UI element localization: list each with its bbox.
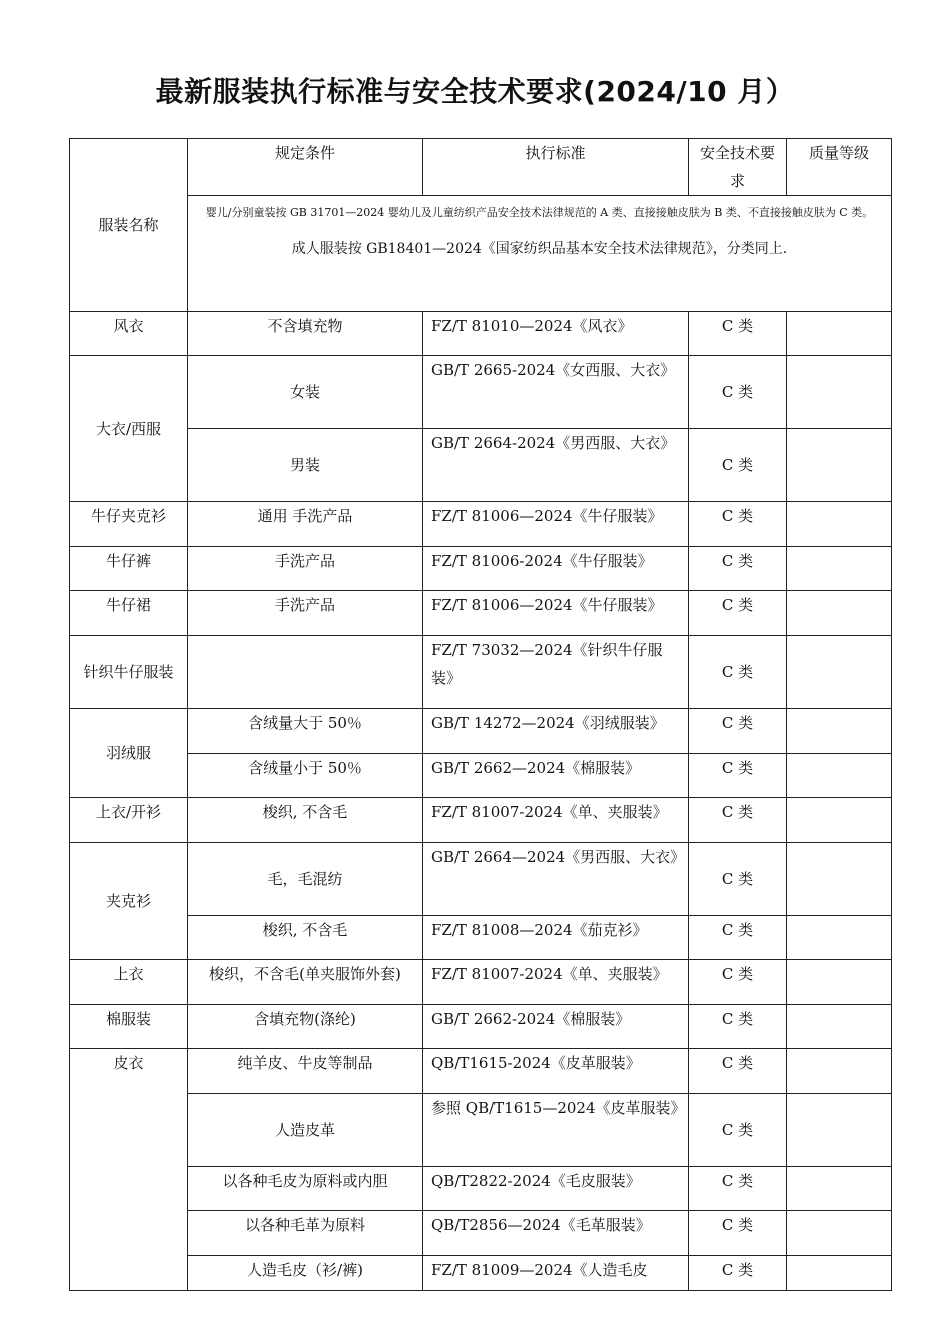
garment-name: 羽绒服 (70, 709, 188, 798)
table-row (70, 636, 892, 709)
grade-cell (787, 916, 892, 960)
grade-cell (787, 1256, 892, 1291)
garment-name: 夹克衫 (70, 843, 188, 960)
safety-cell: C 类 (689, 636, 787, 709)
safety-cell: C 类 (689, 312, 787, 356)
safety-cell: C 类 (689, 709, 787, 754)
standard-cell: GB/T 2665-2024《女西服、大衣》 (423, 356, 689, 429)
standard-cell: GB/T 2662—2024《棉服装》 (423, 754, 689, 798)
header-note-row (70, 196, 892, 312)
garment-name: 皮衣 (70, 1049, 188, 1291)
table-row (70, 502, 892, 547)
condition-cell: 梭织，不含毛(单夹服饰外套) (188, 960, 423, 1005)
condition-cell: 梭织, 不含毛 (188, 916, 423, 960)
safety-cell: C 类 (689, 1167, 787, 1211)
grade-cell (787, 429, 892, 502)
table-row (70, 1256, 892, 1291)
grade-cell (787, 1005, 892, 1049)
safety-cell: C 类 (689, 843, 787, 916)
standard-cell: FZ/T 81010—2024《风衣》 (423, 312, 689, 356)
table-row (70, 709, 892, 754)
condition-cell: 手洗产品 (188, 591, 423, 636)
table-row (70, 591, 892, 636)
page-title: 最新服装执行标准与安全技术要求(2024/10 月） (155, 75, 795, 108)
condition-cell: 纯羊皮、牛皮等制品 (188, 1049, 423, 1094)
table-row (70, 1005, 892, 1049)
safety-cell: C 类 (689, 798, 787, 843)
table-row (70, 312, 892, 356)
table-row (70, 1167, 892, 1211)
header-safety: 安全技术要求 (689, 139, 787, 196)
safety-cell: C 类 (689, 754, 787, 798)
safety-cell: C 类 (689, 1049, 787, 1094)
header-row (70, 139, 892, 196)
safety-cell: C 类 (689, 1211, 787, 1256)
condition-cell: 以各种毛革为原料 (188, 1211, 423, 1256)
header-name: 服装名称 (70, 139, 188, 312)
standard-cell: 参照 QB/T1615—2024《皮革服装》 (423, 1094, 689, 1167)
grade-cell (787, 960, 892, 1005)
grade-cell (787, 547, 892, 591)
grade-cell (787, 1094, 892, 1167)
table-row (70, 1211, 892, 1256)
safety-cell: C 类 (689, 960, 787, 1005)
table-row (70, 754, 892, 798)
condition-cell: 女装 (188, 356, 423, 429)
grade-cell (787, 1211, 892, 1256)
garment-name: 上衣 (70, 960, 188, 1005)
safety-cell: C 类 (689, 502, 787, 547)
condition-cell: 梭织, 不含毛 (188, 798, 423, 843)
condition-cell: 人造毛皮（衫/裤) (188, 1256, 423, 1291)
safety-cell: C 类 (689, 429, 787, 502)
standard-cell: GB/T 2664-2024《男西服、大衣》 (423, 429, 689, 502)
table-row (70, 798, 892, 843)
standard-cell: QB/T2822-2024《毛皮服装》 (423, 1167, 689, 1211)
condition-cell: 毛，毛混纺 (188, 843, 423, 916)
header-grade: 质量等级 (787, 139, 892, 196)
condition-cell: 手洗产品 (188, 547, 423, 591)
table-row (70, 843, 892, 916)
table-row (70, 916, 892, 960)
standard-cell: QB/T2856—2024《毛革服装》 (423, 1211, 689, 1256)
grade-cell (787, 591, 892, 636)
grade-cell (787, 798, 892, 843)
safety-cell: C 类 (689, 916, 787, 960)
header-note-cell (188, 196, 892, 312)
table-row (70, 960, 892, 1005)
standard-cell: QB/T1615-2024《皮革服装》 (423, 1049, 689, 1094)
condition-cell: 人造皮革 (188, 1094, 423, 1167)
safety-cell: C 类 (689, 356, 787, 429)
table-row (70, 429, 892, 502)
garment-name: 大衣/西服 (70, 356, 188, 502)
grade-cell (787, 709, 892, 754)
garment-name: 风衣 (70, 312, 188, 356)
garment-name: 针织牛仔服装 (70, 636, 188, 709)
grade-cell (787, 502, 892, 547)
safety-cell: C 类 (689, 1005, 787, 1049)
garment-name: 牛仔裤 (70, 547, 188, 591)
condition-cell (188, 636, 423, 709)
grade-cell (787, 312, 892, 356)
garment-name: 上衣/开衫 (70, 798, 188, 843)
standard-cell: FZ/T 81006-2024《牛仔服装》 (423, 547, 689, 591)
grade-cell (787, 1167, 892, 1211)
grade-cell (787, 843, 892, 916)
grade-cell (787, 1049, 892, 1094)
condition-cell: 不含填充物 (188, 312, 423, 356)
garment-name: 牛仔裙 (70, 591, 188, 636)
safety-cell: C 类 (689, 591, 787, 636)
standard-cell: FZ/T 81008—2024《茄克衫》 (423, 916, 689, 960)
grade-cell (787, 356, 892, 429)
safety-cell: C 类 (689, 1256, 787, 1291)
condition-cell: 通用 手洗产品 (188, 502, 423, 547)
standard-cell: FZ/T 81007-2024《单、夹服装》 (423, 798, 689, 843)
condition-cell: 含绒量大于 50％ (188, 709, 423, 754)
garment-name: 棉服装 (70, 1005, 188, 1049)
note-adult: 成人服装按 GB18401—2024《国家纺织品基本安全技术法律规范》，分类同上. (291, 241, 788, 257)
condition-cell: 含绒量小于 50％ (188, 754, 423, 798)
standard-cell: GB/T 2664—2024《男西服、大衣》 (423, 843, 689, 916)
grade-cell (787, 636, 892, 709)
note-children: 婴儿/分别童装按 GB 31701—2024 婴幼儿及儿童纺织产品安全技术法律规范的 A 类、直接接触皮肤为 B 类、不直接接触皮肤为 C 类。 (205, 206, 874, 219)
safety-cell: C 类 (689, 1094, 787, 1167)
condition-cell: 含填充物(涤纶) (188, 1005, 423, 1049)
garment-name: 牛仔夹克衫 (70, 502, 188, 547)
safety-cell: C 类 (689, 547, 787, 591)
standards-table (69, 138, 892, 1291)
standard-cell: FZ/T 81006—2024《牛仔服装》 (423, 591, 689, 636)
condition-cell: 以各种毛皮为原料或内胆 (188, 1167, 423, 1211)
table-row (70, 1049, 892, 1094)
header-standard: 执行标准 (423, 139, 689, 196)
standard-cell: FZ/T 81006—2024《牛仔服装》 (423, 502, 689, 547)
header-condition: 规定条件 (188, 139, 423, 196)
table-row (70, 356, 892, 429)
table-row (70, 547, 892, 591)
standard-cell: FZ/T 81007-2024《单、夹服装》 (423, 960, 689, 1005)
table-row (70, 1094, 892, 1167)
standard-cell: FZ/T 73032—2024《针织牛仔服装》 (423, 636, 689, 709)
grade-cell (787, 754, 892, 798)
condition-cell: 男装 (188, 429, 423, 502)
standard-cell: GB/T 14272—2024《羽绒服装》 (423, 709, 689, 754)
standard-cell: FZ/T 81009—2024《人造毛皮 (423, 1256, 689, 1291)
standard-cell: GB/T 2662-2024《棉服装》 (423, 1005, 689, 1049)
